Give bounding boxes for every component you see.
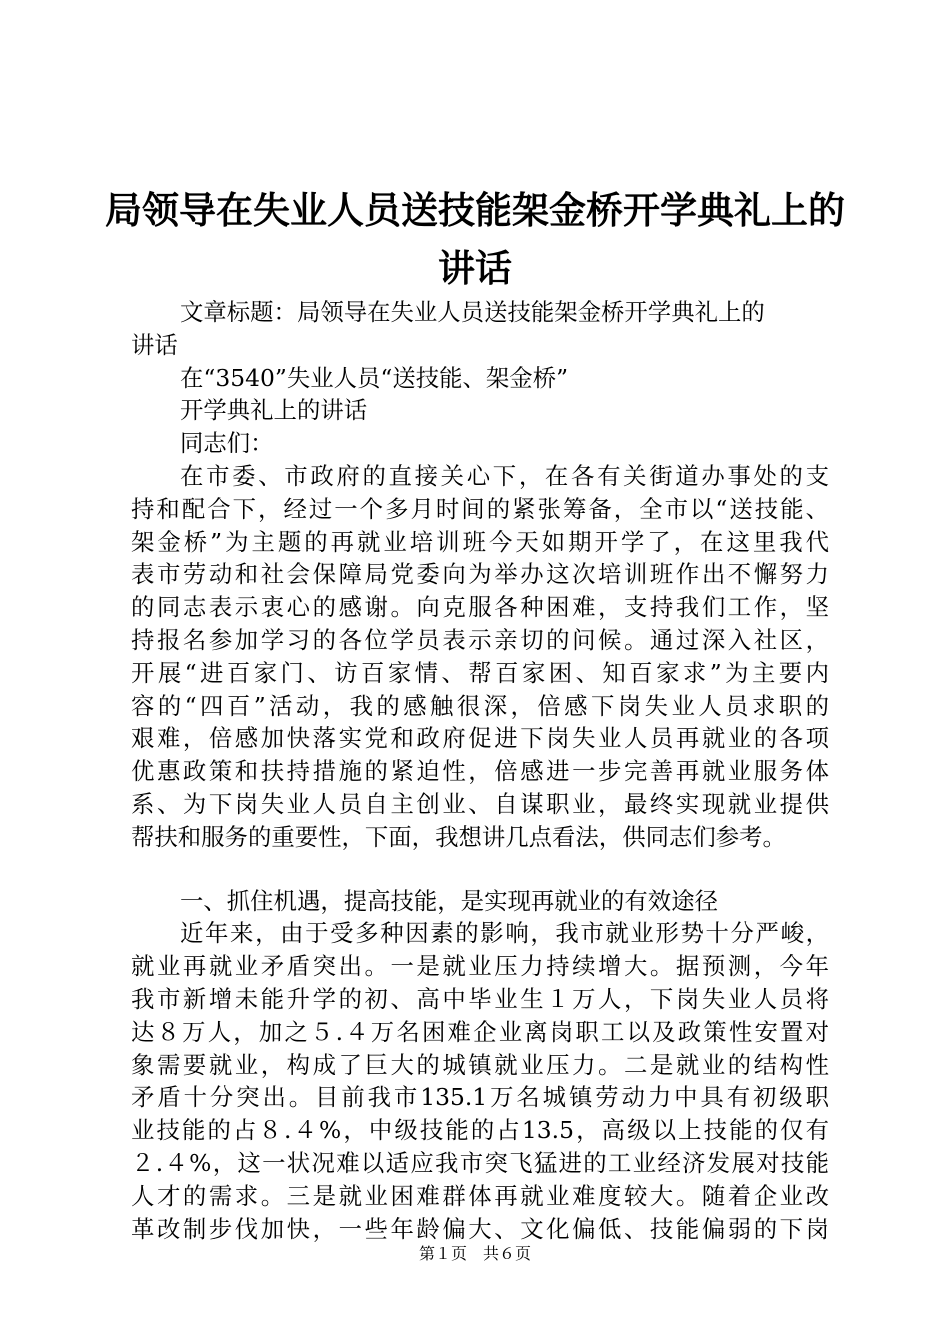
article-title-line: 文章标题：局领导在失业人员送技能架金桥开学典礼上的 — [180, 298, 765, 326]
paragraph-line: 业技能的占８.４%，中级技能的占13.5，高级以上技能的仅有 — [131, 1116, 829, 1145]
paragraph-line: 表市劳动和社会保障局党委向为举办这次培训班作出不懈努力 — [131, 560, 829, 589]
paragraph-line: 人才的需求。三是就业困难群体再就业难度较大。随着企业改 — [131, 1181, 829, 1210]
article-title-continuation: 讲话 — [131, 330, 178, 359]
paragraph-line: 矛盾十分突出。目前我市135.1万名城镇劳动力中具有初级职 — [131, 1083, 829, 1112]
paragraph-line: 我市新增未能升学的初、高中毕业生１万人，下岗失业人员将 — [131, 984, 829, 1013]
salutation: 同志们： — [180, 429, 274, 458]
page-number: 第１页 共６页 — [418, 1244, 531, 1263]
paragraph-line: 持和配合下，经过一个多月时间的紧张筹备，全市以“送技能、 — [131, 494, 829, 523]
paragraph-line: 艰难，倍感加快落实党和政府促进下岗失业人员再就业的各项 — [131, 724, 829, 753]
paragraph-line: ２.４%，这一状况难以适应我市突飞猛进的工业经济发展对技能 — [131, 1148, 829, 1177]
paragraph-line: 在市委、市政府的直接关心下，在各有关街道办事处的支 — [180, 461, 829, 490]
document-title-line-1: 局领导在失业人员送技能架金桥开学典礼上的 — [105, 189, 845, 232]
paragraph-line: 近年来，由于受多种因素的影响，我市就业形势十分严峻， — [180, 919, 829, 948]
paragraph-line: 革改制步伐加快，一些年龄偏大、文化偏低、技能偏弱的下岗 — [131, 1214, 829, 1243]
paragraph-line: 优惠政策和扶持措施的紧迫性，倍感进一步完善再就业服务体 — [131, 757, 829, 786]
paragraph-line: 的同志表示衷心的感谢。向克服各种困难，支持我们工作，坚 — [131, 593, 829, 622]
paragraph-line: 开展“进百家门、访百家情、帮百家困、知百家求”为主要内 — [131, 658, 829, 687]
paragraph-line: 持报名参加学习的各位学员表示亲切的问候。通过深入社区， — [131, 625, 829, 654]
paragraph-line: 帮扶和服务的重要性，下面，我想讲几点看法，供同志们参考。 — [131, 822, 786, 851]
paragraph-line: 容的“四百”活动，我的感触很深，倍感下岗失业人员求职的 — [131, 691, 829, 720]
paragraph-line: 架金桥”为主题的再就业培训班今天如期开学了，在这里我代 — [131, 527, 829, 556]
paragraph-line: 象需要就业，构成了巨大的城镇就业压力。二是就业的结构性 — [131, 1050, 829, 1079]
paragraph-line: 系、为下岗失业人员自主创业、自谋职业，最终实现就业提供 — [131, 789, 829, 818]
document-body — [131, 296, 829, 1245]
section-heading-1: 一、抓住机遇，提高技能，是实现再就业的有效途径 — [180, 886, 718, 915]
document-title-line-2: 讲话 — [438, 247, 512, 290]
speech-heading-line-1: 在“3540”失业人员“送技能、架金桥” — [180, 363, 569, 392]
speech-heading-line-2: 开学典礼上的讲话 — [180, 396, 368, 425]
paragraph-line: 就业再就业矛盾突出。一是就业压力持续增大。据预测，今年 — [131, 952, 829, 981]
paragraph-line: 达８万人，加之５.４万名困难企业离岗职工以及政策性安置对 — [131, 1017, 829, 1046]
paragraph-gap — [131, 854, 829, 885]
